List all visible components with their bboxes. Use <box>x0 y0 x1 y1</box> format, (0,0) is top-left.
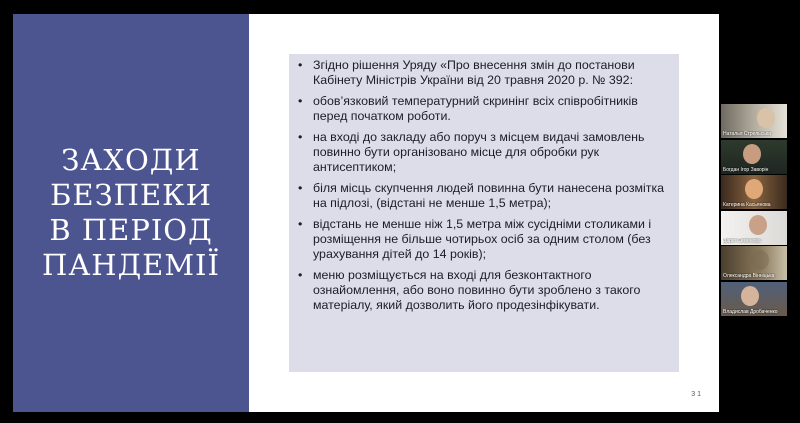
participant-name: Олександра Вінніцька <box>723 273 775 280</box>
participant-name: Владислав Дробаченко <box>723 308 778 315</box>
bullet-list <box>295 58 669 313</box>
slide-title-line: БЕЗПЕКИ <box>50 178 212 212</box>
bullet-item: • обов’язковий температурний скринінг всіх співробітників перед початком роботи. <box>295 94 669 124</box>
participant-face <box>757 108 775 128</box>
slide-title-panel <box>13 14 249 412</box>
slide-content-box <box>289 54 679 372</box>
bullet-item: • на вході до закладу або поруч з місцем видачі замовлень повинно бути організовано місце для обробки рук антисептиком; <box>295 130 669 175</box>
participant-name: Наталья Стрельська <box>723 131 771 137</box>
bullet-item: • меню розміщується на вході для безконтактного ознайомлення, або воно повинно бути зроблено з такого матеріалу, який дозволить його продезінфікувати. <box>295 268 669 313</box>
participant-video-tile[interactable] <box>721 140 787 174</box>
slide-title-line: ЗАХОДИ <box>61 143 201 177</box>
participant-face <box>743 144 761 164</box>
participant-video-tile[interactable] <box>721 104 787 138</box>
presentation-slide <box>13 14 719 412</box>
participant-video-tile[interactable] <box>721 175 787 209</box>
participant-video-tile[interactable] <box>721 211 787 245</box>
slide-number: 3 1 <box>691 391 701 398</box>
participant-name: Катерина Касьянова <box>723 202 771 209</box>
participant-face <box>741 286 759 306</box>
slide-title <box>42 143 220 283</box>
slide-title-line: ПАНДЕМІЇ <box>42 248 220 282</box>
bullet-item: • відстань не менше ніж 1,5 метра між сусідніми столиками і розміщення не більше чотирьох осіб за одним столом (без урахування дітей до 14 років); <box>295 217 669 262</box>
bullet-item: • Згідно рішення Уряду «Про внесення змін до постанови Кабінету Міністрів України від 20 травня 2020 р. № 392: <box>295 58 669 88</box>
participant-video-tile[interactable] <box>721 246 787 280</box>
participant-face <box>749 215 767 235</box>
bullet-item: • біля місць скупчення людей повинна бути нанесена розмітка на підлозі, (відстані не менше 1,5 метра); <box>295 181 669 211</box>
participant-name: Дарія Семенова <box>723 237 761 244</box>
slide-title-line: В ПЕРІОД <box>49 213 213 247</box>
participant-video-strip <box>721 104 787 318</box>
participant-video-tile[interactable] <box>721 282 787 316</box>
participant-name: Богдан Ігор Заворін <box>723 166 769 173</box>
